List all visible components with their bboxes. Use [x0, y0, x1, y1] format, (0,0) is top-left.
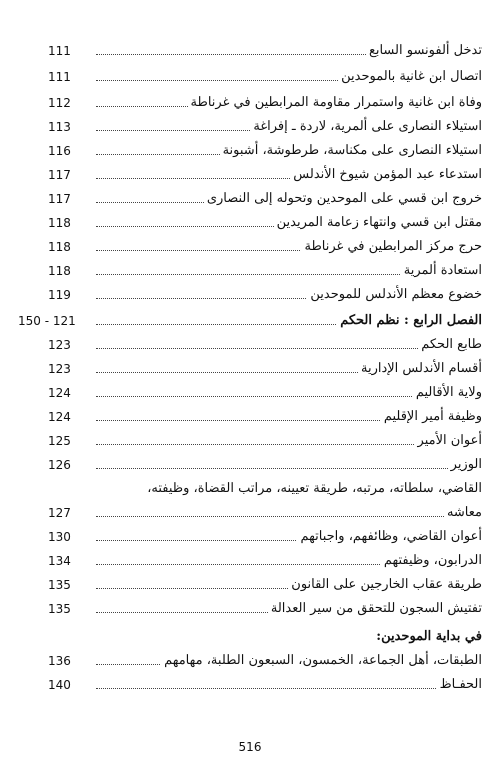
- toc-entry-page: 113: [48, 120, 71, 134]
- toc-entry: [0, 430, 500, 452]
- toc-entry: [0, 650, 500, 672]
- toc-entry-page: 119: [48, 288, 71, 302]
- toc-entry-page: 127: [48, 506, 71, 520]
- toc-entry: [0, 674, 500, 696]
- toc-entry-page: 126: [48, 458, 71, 472]
- toc-entry-title: أعوان القاضي، وظائفهم، واجباتهم: [297, 526, 482, 548]
- toc-entry-page: 118: [48, 240, 71, 254]
- toc-entry-title: طريقة عقاب الخارجين على القانون: [288, 574, 482, 596]
- toc-entry: [0, 502, 500, 524]
- toc-entry-page: 117: [48, 168, 71, 182]
- toc-entry-page: 150 - 121: [18, 314, 76, 328]
- toc-entry: [0, 406, 500, 428]
- toc-entry-page: 111: [48, 44, 71, 58]
- toc-entry-page: 135: [48, 578, 71, 592]
- toc-entry-page: 112: [48, 96, 71, 110]
- toc-entry-page: 134: [48, 554, 71, 568]
- toc-entry: [0, 310, 500, 332]
- toc-entry-title: أقسام الأندلس الإدارية: [358, 358, 482, 380]
- toc-entry-page: 111: [48, 70, 71, 84]
- toc-entry: [0, 40, 500, 62]
- toc-entry: [0, 164, 500, 186]
- toc-entry-page: 130: [48, 530, 71, 544]
- toc-entry: [0, 140, 500, 162]
- toc-entry-title: الحفـاظ: [437, 674, 482, 696]
- toc-entry: [0, 334, 500, 356]
- toc-entry-page: 118: [48, 216, 71, 230]
- toc-entry: [0, 92, 500, 114]
- toc-entry-title: وفاة ابن غانية واستمرار مقاومة المرابطين في غرناطة: [188, 92, 482, 114]
- toc-entry-title: اتصال ابن غانية بالموحدين: [338, 66, 482, 88]
- toc-entry: [0, 212, 500, 234]
- dot-leader: [96, 688, 482, 689]
- toc-entry: [0, 626, 500, 648]
- toc-entry: [0, 478, 500, 500]
- dot-leader: [96, 468, 482, 469]
- toc-entry-title: مقتل ابن قسي وانتهاء زعامة المريدين: [274, 212, 482, 234]
- toc-entry-title: القاضي، سلطاته، مرتبه، طريقة تعيينه، مراتب القضاة، وظيفته،: [144, 478, 482, 500]
- toc-entry: [0, 598, 500, 620]
- toc-entry-page: 125: [48, 434, 71, 448]
- toc-entry-title: استيلاء النصارى على مكناسة، طرطوشة، أشبونة: [220, 140, 482, 162]
- toc-entry-title: طابع الحكم: [418, 334, 482, 356]
- toc-entry: [0, 574, 500, 596]
- toc-entry-title: وظيفة أمير الإقليم: [381, 406, 482, 428]
- toc-entry-title: في بداية الموحدين:: [373, 626, 482, 648]
- toc-entry: [0, 284, 500, 306]
- toc-entry: [0, 260, 500, 282]
- toc-entry-page: 135: [48, 602, 71, 616]
- toc-entry-page: 136: [48, 654, 71, 668]
- toc-entry-page: 124: [48, 386, 71, 400]
- page-number: 516: [238, 740, 262, 754]
- dot-leader: [96, 516, 482, 517]
- toc-entry-title: الوزير: [448, 454, 482, 476]
- toc-entry-title: استدعاء عبد المؤمن شيوخ الأندلس: [290, 164, 482, 186]
- toc-entry-title: ولاية الأقاليم: [413, 382, 482, 404]
- toc-entry: [0, 550, 500, 572]
- toc-entry-title: استعادة ألمرية: [401, 260, 482, 282]
- toc-entry-title: معاشه: [444, 502, 482, 524]
- toc-entry-title: الدرابون، وظيفتهم: [381, 550, 482, 572]
- toc-entry-title: خضوع معظم الأندلس للموحدين: [307, 284, 482, 306]
- toc-entry-title: الطبقات، أهل الجماعة، الخمسون، السبعون الطلبة، مهامهم: [161, 650, 482, 672]
- toc-entry: [0, 236, 500, 258]
- toc-entry-page: 124: [48, 410, 71, 424]
- toc-entry: [0, 188, 500, 210]
- toc-entry: [0, 526, 500, 548]
- toc-entry: [0, 454, 500, 476]
- toc-entry-title: أعوان الأمير: [415, 430, 482, 452]
- toc-entry-title: استيلاء النصارى على ألمرية، لاردة ـ إفراغة: [250, 116, 482, 138]
- toc-entry-title: تفتيش السجون للتحقق من سير العدالة: [268, 598, 482, 620]
- toc-entry-page: 117: [48, 192, 71, 206]
- toc-entry-page: 123: [48, 362, 71, 376]
- toc-entry-page: 116: [48, 144, 71, 158]
- toc-entry-title: الفصل الرابع : نظم الحكم: [337, 310, 482, 332]
- toc-entry-title: تدخل ألفونسو السابع: [366, 40, 482, 62]
- toc-entry-page: 140: [48, 678, 71, 692]
- toc-entry-title: خروج ابن قسي على الموحدين وتحوله إلى النصارى: [204, 188, 482, 210]
- toc-entry-page: 118: [48, 264, 71, 278]
- toc-entry: [0, 66, 500, 88]
- toc-entry-page: 123: [48, 338, 71, 352]
- toc-entry: [0, 358, 500, 380]
- toc-entry-title: حرج مركز المرابطين في غرناطة: [301, 236, 482, 258]
- toc-entry: [0, 382, 500, 404]
- toc-entry: [0, 116, 500, 138]
